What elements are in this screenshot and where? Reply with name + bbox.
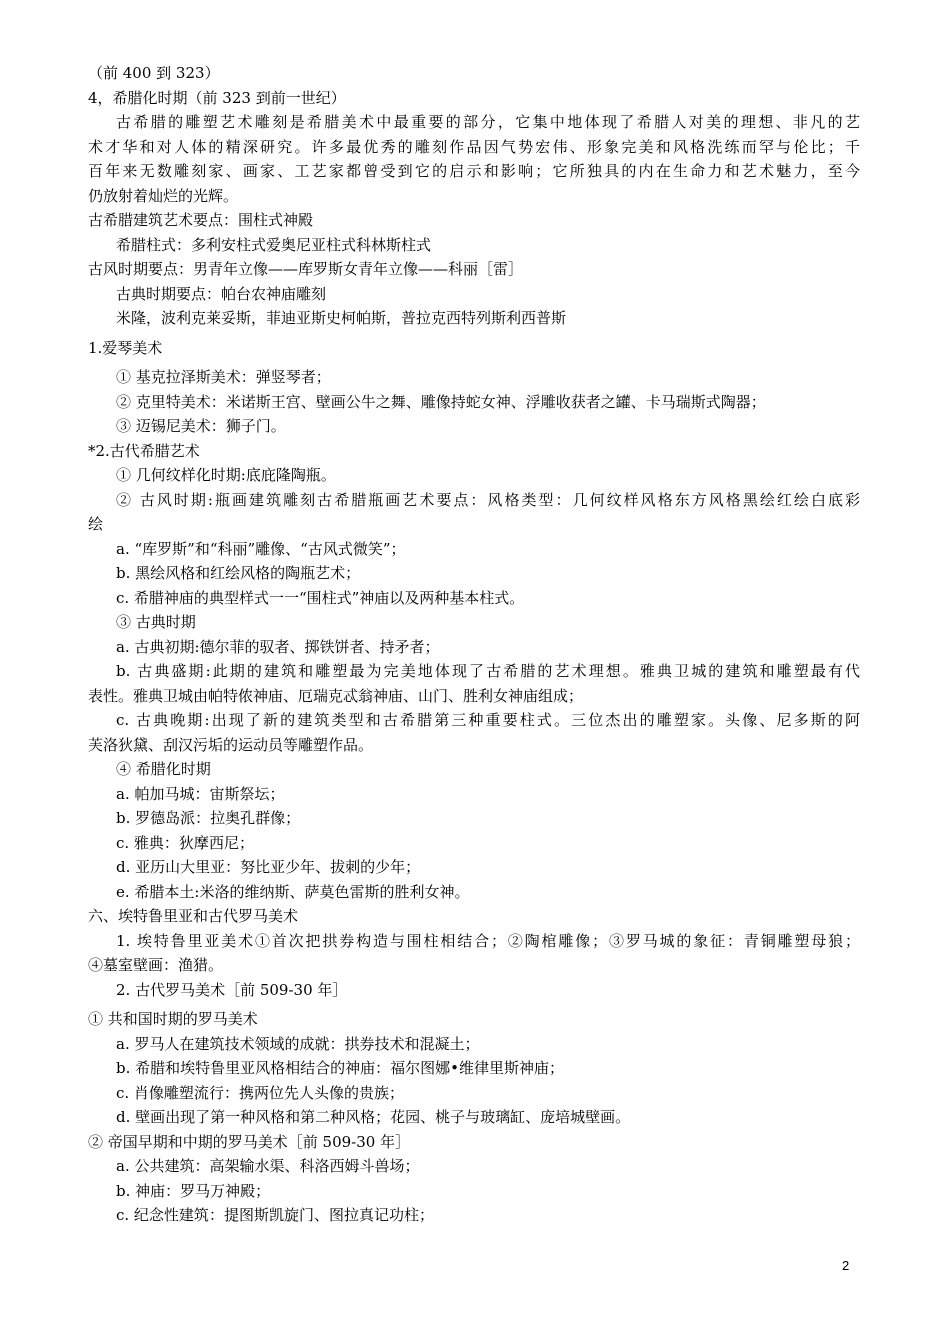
text-line: 表性。雅典卫城由帕特侬神庙、厄瑞克忒翁神庙、山门、胜利女神庙组成； (88, 686, 584, 705)
text-line: ① 几何纹样化时期:底庇隆陶瓶。 (116, 466, 336, 484)
text-line: ① 基克拉泽斯美术：弹竖琴者； (116, 368, 331, 386)
text-line: 2. 古代罗马美术［前 509-30 年］ (116, 980, 348, 999)
text-line: a. 罗马人在建筑技术领域的成就：拱券技术和混凝土； (116, 1034, 480, 1053)
text-line: 希腊柱式：多利安柱式爱奥尼亚柱式科林斯柱式 (116, 235, 432, 254)
text-line: 米隆，波利克莱妥斯，菲迪亚斯史柯帕斯，普拉克西特列斯利西普斯 (116, 309, 567, 327)
text-line: b. 古典盛期:此期的建筑和雕塑最为完美地体现了古希腊的艺术理想。雅典卫城的建筑和雕塑最有代 (116, 662, 860, 680)
text-line: c. 古典晚期:出现了新的建筑类型和古希腊第三种重要柱式。三位杰出的雕塑家。头像、尼多斯的阿 (116, 711, 860, 729)
text-line: 4，希腊化时期（前 323 到前一世纪） (88, 88, 346, 107)
text-line: a. “库罗斯”和“科丽”雕像、“古风式微笑”； (116, 539, 406, 558)
text-line: 六、埃特鲁里亚和古代罗马美术 (88, 907, 299, 925)
text-line: c. 希腊神庙的典型样式一一“围柱式”神庙以及两种基本柱式。 (116, 588, 525, 607)
text-line: 古典时期要点：帕台农神庙雕刻 (116, 284, 327, 303)
text-line: ③ 古典时期 (116, 613, 196, 631)
text-line: ② 帝国早期和中期的罗马美术［前 509-30 年］ (88, 1132, 411, 1151)
text-line: ③ 迈锡尼美术：狮子门。 (116, 417, 286, 435)
text-line: a. 帕加马城：宙斯祭坛； (116, 784, 285, 803)
text-line: （前 400 到 323） (88, 64, 220, 82)
text-line: 术才华和对人体的精深研究。许多最优秀的雕刻作品因气势宏伟、形象完美和风格洗练而罕与伦比；千 (88, 137, 860, 156)
text-line: a. 公共建筑：高架输水渠、科洛西姆斗兽场； (116, 1157, 420, 1175)
text-line: b. 黑绘风格和红绘风格的陶瓶艺术； (116, 564, 361, 582)
text-line: a. 古典初期:德尔菲的驭者、掷铁饼者、持矛者； (116, 637, 440, 656)
text-line: 1.爱琴美术 (88, 338, 163, 357)
text-line: 古希腊的雕塑艺术雕刻是希腊美术中最重要的部分，它集中地体现了希腊人对美的理想、非凡的艺 (116, 113, 860, 131)
text-line: b. 希腊和埃特鲁里亚风格相结合的神庙：福尔图娜•维律里斯神庙； (116, 1059, 564, 1077)
text-line: 古希腊建筑艺术要点：围柱式神殿 (88, 211, 314, 229)
text-line: 芙洛狄黛、刮汉污垢的运动员等雕塑作品。 (88, 735, 374, 754)
text-line: ④墓室壁画：渔猎。 (88, 956, 224, 974)
text-line: 百年来无数雕刻家、画家、工艺家都曾受到它的启示和影响；它所独具的内在生命力和艺术魅力，至今 (88, 162, 860, 180)
text-line: c. 肖像雕塑流行：携两位先人头像的贵族； (116, 1083, 404, 1102)
text-line: e. 希腊本土:米洛的维纳斯、萨莫色雷斯的胜利女神。 (116, 882, 470, 901)
document-body (88, 61, 860, 1228)
text-line: *2.古代希腊艺术 (88, 441, 200, 460)
text-line: 古风时期要点：男青年立像——库罗斯女青年立像——科丽［雷］ (88, 260, 524, 278)
text-line: b. 神庙：罗马万神殿； (116, 1181, 271, 1200)
text-line: ④ 希腊化时期 (116, 760, 211, 778)
text-line: c. 纪念性建筑：提图斯凯旋门、图拉真记功柱； (116, 1206, 434, 1224)
text-line: ② 克里特美术：米诺斯王宫、壁画公牛之舞、雕像持蛇女神、浮雕收获者之罐、卡马瑞斯式陶器； (116, 392, 766, 411)
page-number: 2 (842, 1258, 850, 1273)
text-line: d. 壁画出现了第一种风格和第二种风格；花园、桃子与玻璃缸、庞培城壁画。 (116, 1108, 631, 1126)
text-line: c. 雅典：狄摩西尼； (116, 833, 254, 852)
text-line: d. 亚历山大里亚：努比亚少年、拔刺的少年； (116, 858, 421, 876)
text-line: ① 共和国时期的罗马美术 (88, 1010, 258, 1028)
text-line: b. 罗德岛派：拉奥孔群像； (116, 809, 301, 827)
text-line: ② 古风时期:瓶画建筑雕刻古希腊瓶画艺术要点：风格类型：几何纹样风格东方风格黑绘红绘白底彩 (116, 490, 860, 509)
text-line: 仍放射着灿烂的光辉。 (88, 186, 239, 205)
text-line: 1. 埃特鲁里亚美术①首次把拱券构造与围柱相结合；②陶棺雕像；③罗马城的象征：青铜雕塑母狼； (116, 931, 860, 950)
text-line: 绘 (88, 515, 104, 533)
